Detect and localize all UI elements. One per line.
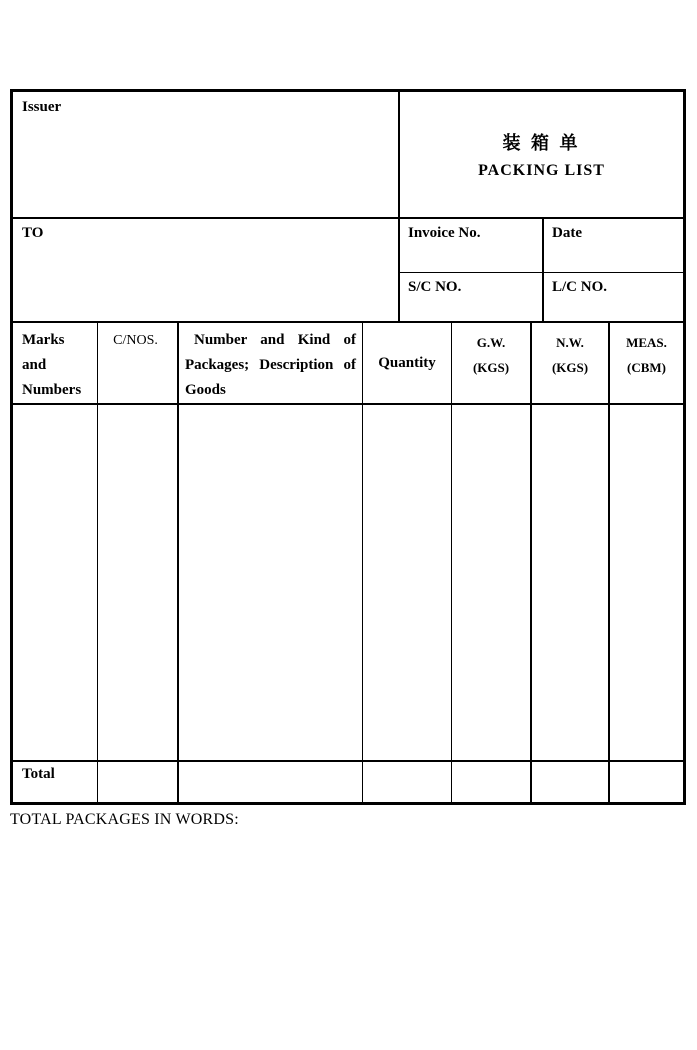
title-chinese: 装 箱 单 xyxy=(502,133,581,153)
to-label: TO xyxy=(22,225,44,241)
table-total-row xyxy=(13,760,683,802)
header-quantity: Quantity xyxy=(362,323,451,403)
date-label: Date xyxy=(552,225,582,241)
sc-no-cell[interactable] xyxy=(400,273,544,321)
header-gw-line2: (KGS) xyxy=(472,360,510,375)
issuer-title-row xyxy=(13,92,683,219)
table-header-row xyxy=(13,323,683,405)
title-cell xyxy=(400,92,683,217)
invoice-no-label: Invoice No. xyxy=(408,225,481,241)
lc-no-label: L/C NO. xyxy=(552,279,608,295)
title-english: PACKING LIST xyxy=(478,162,605,179)
total-cell-cnos[interactable] xyxy=(97,762,177,802)
body-cell-marks[interactable] xyxy=(13,405,97,760)
header-nw-line2: (KGS) xyxy=(551,360,589,375)
header-gross-weight xyxy=(451,323,530,403)
header-gw-line1: G.W. xyxy=(476,335,506,350)
total-cell-gw[interactable] xyxy=(451,762,530,802)
sc-lc-row xyxy=(400,273,683,321)
body-cell-description[interactable] xyxy=(177,405,362,760)
header-meas-line1: MEAS. xyxy=(626,335,667,350)
header-cnos: C/NOS. xyxy=(97,323,177,403)
table-body-row xyxy=(13,405,683,760)
total-cell-nw[interactable] xyxy=(530,762,608,802)
body-cell-quantity[interactable] xyxy=(362,405,451,760)
body-cell-meas[interactable] xyxy=(608,405,683,760)
invoice-info-area xyxy=(400,219,683,321)
total-packages-in-words-label: TOTAL PACKAGES IN WORDS: xyxy=(10,811,239,828)
header-nw-line1: N.W. xyxy=(556,335,584,350)
lc-no-cell[interactable] xyxy=(544,273,683,321)
body-cell-cnos[interactable] xyxy=(97,405,177,760)
total-cell-quantity[interactable] xyxy=(362,762,451,802)
invoice-no-cell[interactable] xyxy=(400,219,544,272)
header-meas-line2: (CBM) xyxy=(627,360,666,375)
invoice-date-row xyxy=(400,219,683,273)
to-cell[interactable] xyxy=(13,219,400,321)
header-net-weight xyxy=(530,323,608,403)
body-cell-gw[interactable] xyxy=(451,405,530,760)
issuer-cell[interactable] xyxy=(13,92,400,217)
header-description-of-goods: Number and Kind of Packages; Description of Goods xyxy=(177,323,362,403)
total-cell-meas[interactable] xyxy=(608,762,683,802)
body-cell-nw[interactable] xyxy=(530,405,608,760)
header-marks-and-numbers: Marks and Numbers xyxy=(22,332,82,398)
to-invoice-row xyxy=(13,219,683,323)
sc-no-label: S/C NO. xyxy=(408,279,462,295)
date-cell[interactable] xyxy=(544,219,683,272)
total-cell-description[interactable] xyxy=(177,762,362,802)
header-measurement xyxy=(608,323,683,403)
issuer-label: Issuer xyxy=(22,99,62,115)
total-label: Total xyxy=(22,766,55,782)
packing-list-form xyxy=(10,89,686,805)
